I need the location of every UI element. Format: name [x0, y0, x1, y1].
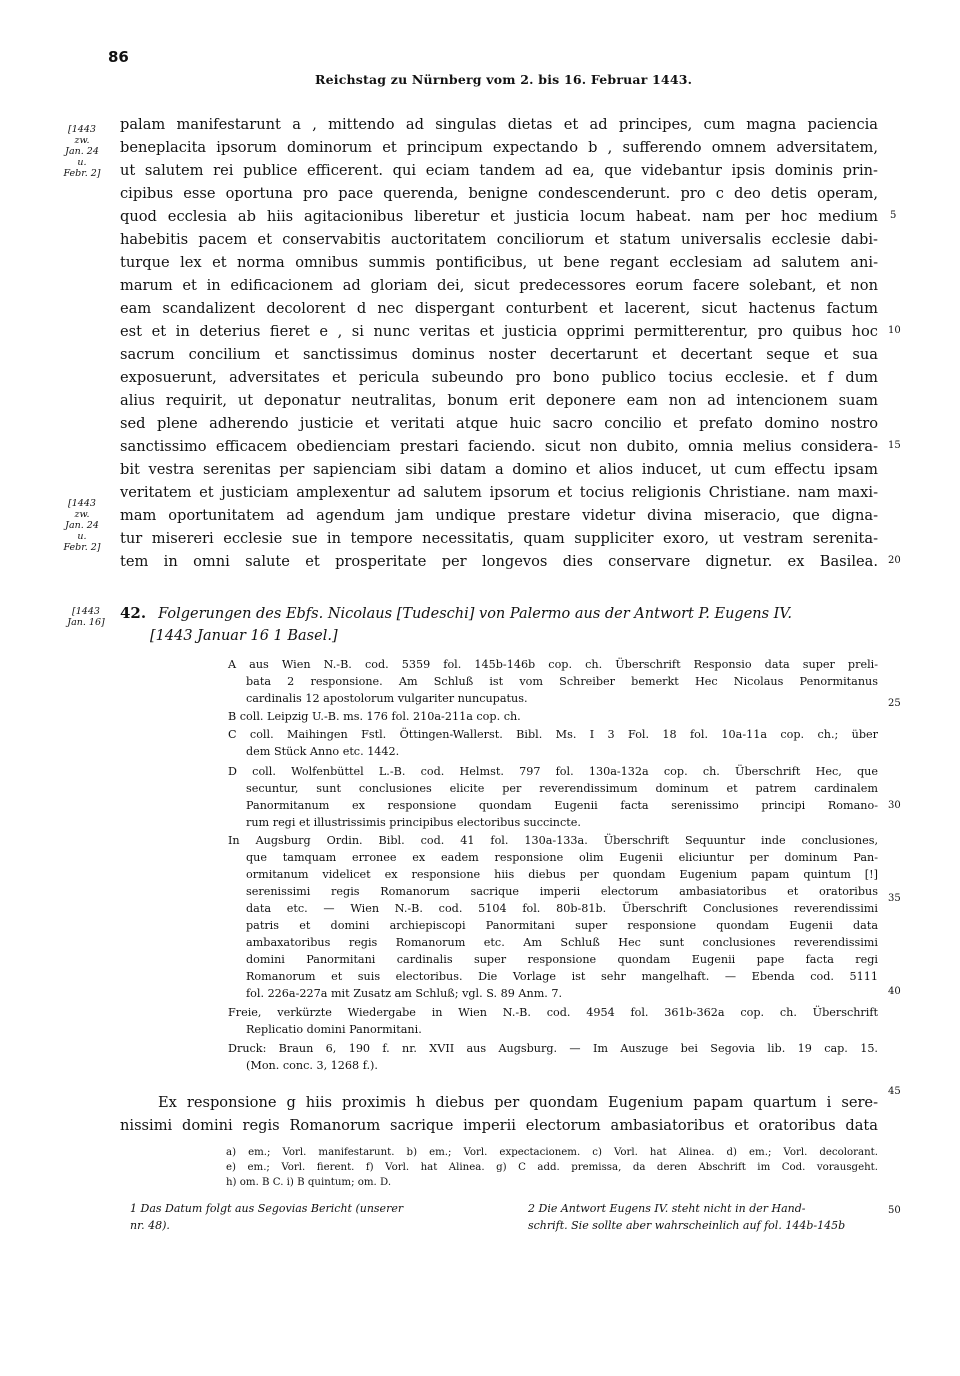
source-line: C coll. Maihingen Fstl. Öttingen-Wallerst. Bibl. Ms. I 3 Fol. 18 fol. 10a-11a cop. ch.; über	[228, 728, 878, 741]
source-line: ormitanum videlicet ex responsione hiis diebus per quondam Eugenium papam quintum [!]	[246, 868, 878, 881]
line-number: 5	[890, 210, 897, 221]
line-number: 30	[888, 800, 901, 811]
source-line: Replicatio domini Panormitani.	[246, 1023, 422, 1036]
document-opening-line: Ex responsione g hiis proximis h diebus per quondam Eugenium papam quartum i sere-	[158, 1094, 878, 1111]
apparatus-note: a) em.; Vorl. manifestarunt. b) em.; Vorl. expectacionem. c) Vorl. hat Alinea. d) em.; Vorl. decolorant.	[226, 1147, 878, 1158]
document-number: 42.	[120, 604, 147, 622]
document-opening-line: nissimi domini regis Romanorum sacrique imperii electorum ambasiatoribus et oratoribus data	[120, 1117, 878, 1134]
source-line: patris et domini archiepiscopi Panormitani super responsione quondam Eugenii data	[246, 919, 878, 932]
text-line: ut salutem rei publice efficerent. qui eciam tandem ad ea, que videbantur ipsis dominis prin-	[120, 162, 878, 179]
text-line: exposuerunt, adversitates et pericula subeundo pro bono publico tocius ecclesie. et f dum	[120, 369, 878, 386]
text-line: sacrum concilium et sanctissimus dominus noster decertarunt et decertant seque et sua	[120, 346, 878, 363]
text-line: veritatem et justiciam amplexentur ad salutem ipsorum et tocius religionis Christiane. nam maxi-	[120, 484, 878, 501]
source-line: fol. 226a-227a mit Zusatz am Schluß; vgl. S. 89 Anm. 7.	[246, 987, 563, 1000]
source-line: Panormitanum ex responsione quondam Eugenii facta serenissimo principi Romano-	[246, 799, 878, 812]
apparatus-note: h) om. B C. i) B quintum; om. D.	[226, 1177, 392, 1188]
margin-date-note: [1443 zw. Jan. 24 u. Febr. 2]	[63, 498, 101, 553]
margin-date-note: [1443 Jan. 16]	[67, 606, 105, 628]
source-line: Romanorum et suis electoribus. Die Vorlage ist sehr mangelhaft. — Ebenda cod. 5111	[246, 970, 878, 983]
text-line: est et in deterius fieret e , si nunc veritas et justicia opprimi permitterentur, pro quibus hoc	[120, 323, 878, 340]
line-number: 50	[888, 1205, 901, 1216]
apparatus-note: e) em.; Vorl. fierent. f) Vorl. hat Alinea. g) C add. premissa, da deren Abschrift im Cod. vorausgeht.	[226, 1162, 878, 1173]
text-line: habebitis pacem et conservabitis auctoritatem conciliorum et statum universalis ecclesie dabi-	[120, 231, 878, 248]
source-line: (Mon. conc. 3, 1268 f.).	[246, 1059, 378, 1072]
text-line: quod ecclesia ab hiis agitacionibus liberetur et justicia locum habeat. nam per hoc medium	[120, 208, 878, 225]
document-date: [1443 Januar 16 1 Basel.]	[150, 628, 338, 644]
footnote-right: 2 Die Antwort Eugens IV. steht nicht in der Hand- schrift. Sie sollte aber wahrscheinlich auf fol. 144b-145b	[528, 1202, 846, 1232]
line-number: 10	[888, 325, 901, 336]
document-title-text: Folgerungen des Ebfs. Nicolaus [Tudeschi] von Palermo aus der Antwort P. Eugens IV.	[158, 606, 792, 622]
source-line: In Augsburg Ordin. Bibl. cod. 41 fol. 130a-133a. Überschrift Sequuntur inde conclusiones,	[228, 834, 878, 847]
source-line: serenissimi regis Romanorum sacrique imperii electorum ambasiatoribus et oratoribus	[246, 885, 878, 898]
line-number: 40	[888, 986, 901, 997]
text-line: turque lex et norma omnibus summis pontificibus, ut bene regant ecclesiam ad salutem ani-	[120, 254, 878, 271]
source-line: D coll. Wolfenbüttel L.-B. cod. Helmst. 797 fol. 130a-132a cop. ch. Überschrift Hec, que	[228, 765, 878, 778]
source-line: secuntur, sunt conclusiones elicite per reverendissimum dominum et patrem cardinalem	[246, 782, 878, 795]
source-line: domini Panormitani cardinalis super responsione quondam Eugenii pape facta regi	[246, 953, 878, 966]
text-line: palam manifestarunt a , mittendo ad singulas dietas et ad principes, cum magna paciencia	[120, 116, 878, 133]
source-line: ambaxatoribus regis Romanorum etc. Am Schluß Hec sunt conclusiones reverendissimi	[246, 936, 878, 949]
source-line: dem Stück Anno etc. 1442.	[246, 745, 400, 758]
source-line: A aus Wien N.-B. cod. 5359 fol. 145b-146b cop. ch. Überschrift Responsio data super preli-	[228, 658, 878, 671]
text-line: sed plene adherendo justicie et veritati atque huic sacro concilio et prefato domino nostro	[120, 415, 878, 432]
line-number: 45	[888, 1086, 901, 1097]
text-line: sanctissimo efficacem obedienciam prestari faciendo. sicut non dubito, omnia melius considera-	[120, 438, 878, 455]
source-line: B coll. Leipzig U.-B. ms. 176 fol. 210a-211a cop. ch.	[228, 710, 521, 723]
source-line: que tamquam erronee ex eadem responsione olim Eugenii eliciuntur per dominum Pan-	[246, 851, 878, 864]
page-number: 86	[108, 48, 129, 66]
source-line: cardinalis 12 apostolorum vulgariter nuncupatus.	[246, 692, 528, 705]
text-line: cipibus esse oportuna pro pace querenda, benigne condescenderunt. pro c deo detis operam,	[120, 185, 878, 202]
document-title	[120, 604, 792, 622]
text-line: marum et in edificacionem ad gloriam dei, sicut predecessores eorum facere solebant, et non	[120, 277, 878, 294]
source-line: Freie, verkürzte Wiedergabe in Wien N.-B. cod. 4954 fol. 361b-362a cop. ch. Überschrift	[228, 1006, 878, 1019]
running-title: Reichstag zu Nürnberg vom 2. bis 16. Februar 1443.	[315, 72, 693, 87]
text-line: eam scandalizent decolorent d nec dispergant conturbent et lacerent, sicut hactenus factum	[120, 300, 878, 317]
text-line: tem in omni salute et prosperitate per longevos dies conservare dignetur. ex Basilea.	[120, 553, 878, 570]
line-number: 25	[888, 698, 901, 709]
source-line: Druck: Braun 6, 190 f. nr. XVII aus Augsburg. — Im Auszuge bei Segovia lib. 19 cap. 15.	[228, 1042, 878, 1055]
footnote-left: 1 Das Datum folgt aus Segovias Bericht (unserer nr. 48).	[130, 1202, 404, 1232]
source-line: data etc. — Wien N.-B. cod. 5104 fol. 80b-81b. Überschrift Conclusiones reverendissimi	[246, 902, 878, 915]
margin-date-note: [1443 zw. Jan. 24 u. Febr. 2]	[63, 124, 101, 179]
source-line: rum regi et illustrissimis principibus electoribus succincte.	[246, 816, 581, 829]
source-line: bata 2 responsione. Am Schluß ist vom Schreiber bemerkt Hec Nicolaus Penormitanus	[246, 675, 878, 688]
text-line: tur misereri ecclesie sue in tempore necessitatis, quam suppliciter exoro, ut vestram serenita-	[120, 530, 878, 547]
line-number: 15	[888, 440, 901, 451]
text-line: bit vestra serenitas per sapienciam sibi datam a domino et alios inducet, ut cum effectu ipsam	[120, 461, 878, 478]
text-line: alius requirit, ut deponatur neutralitas, bonum erit deponere eam non ad intencionem suam	[120, 392, 878, 409]
text-line: beneplacita ipsorum dominorum et principum expectando b , sufferendo omnem adversitatem,	[120, 139, 878, 156]
line-number: 35	[888, 893, 901, 904]
text-line: mam oportunitatem ad agendum jam undique prestare videtur divina miseracio, que digna-	[120, 507, 878, 524]
line-number: 20	[888, 555, 901, 566]
